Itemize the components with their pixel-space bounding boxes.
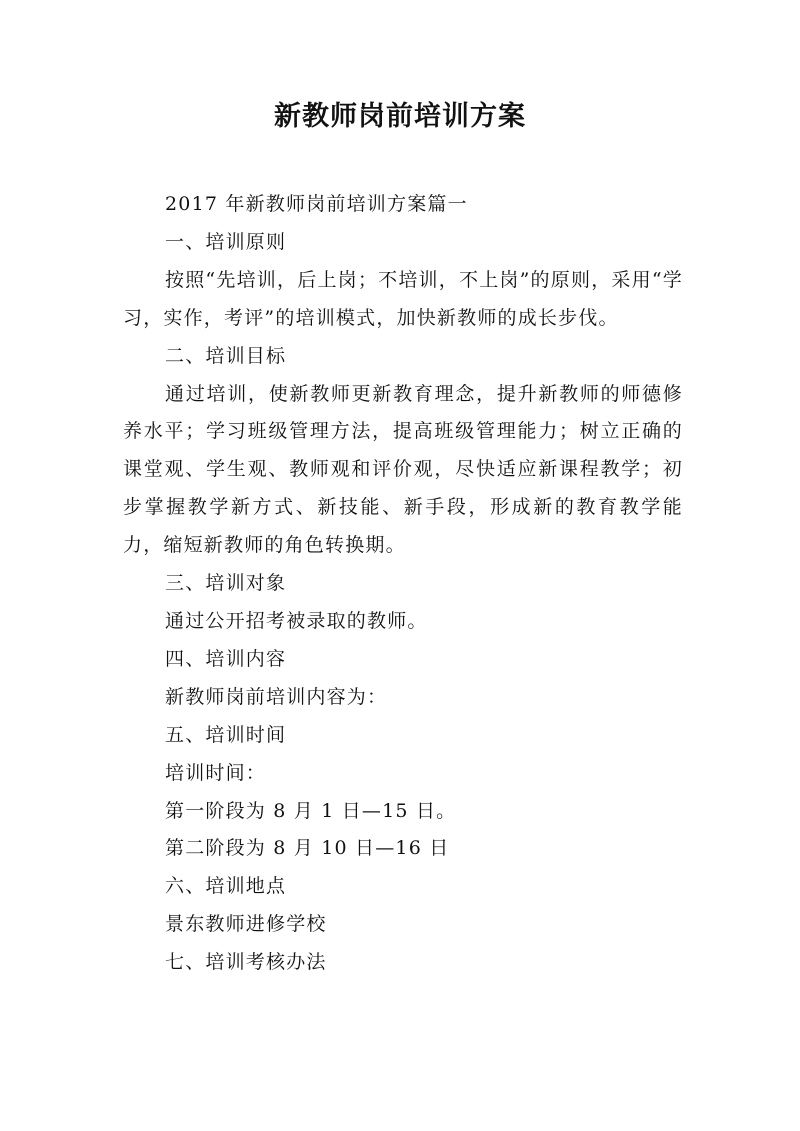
paragraph-content: 新教师岗前培训内容为： [165,685,388,708]
paragraph-stage-two: 第二阶段为 8 月 10 日—16 日 [165,837,450,860]
heading-target: 三、培训对象 [165,572,287,595]
heading-time: 五、培训时间 [165,723,287,746]
document-body [123,186,683,982]
paragraph-time-label: 培训时间： [165,761,267,784]
heading-location: 六、培训地点 [165,875,287,898]
paragraph-goal: 通过培训，使新教师更新教育理念，提升新教师的师德修养水平；学习班级管理方法，提高班级管理能力；树立正确的课堂观、学生观、教师观和评价观，尽快适应新课程教学；初步掌握教学新方式、新技能、新手段，形成新的教育教学能力，缩短新教师的角色转换期。 [123,382,683,557]
heading-assessment: 七、培训考核办法 [165,951,327,974]
paragraph-principle: 按照“先培训，后上岗；不培训，不上岗”的原则，采用“学习，实作，考评”的培训模式，加快新教师的成长步伐。 [123,268,683,329]
heading-content: 四、培训内容 [165,647,287,670]
document-title: 新教师岗前培训方案 [274,101,526,132]
paragraph-target: 通过公开招考被录取的教师。 [165,609,428,632]
section-subtitle: 2017 年新教师岗前培训方案篇一 [165,193,468,215]
paragraph-location: 景东教师进修学校 [165,913,327,936]
heading-goal: 二、培训目标 [165,344,287,367]
heading-principle: 一、培训原则 [165,230,287,253]
paragraph-stage-one: 第一阶段为 8 月 1 日—15 日。 [165,799,457,822]
